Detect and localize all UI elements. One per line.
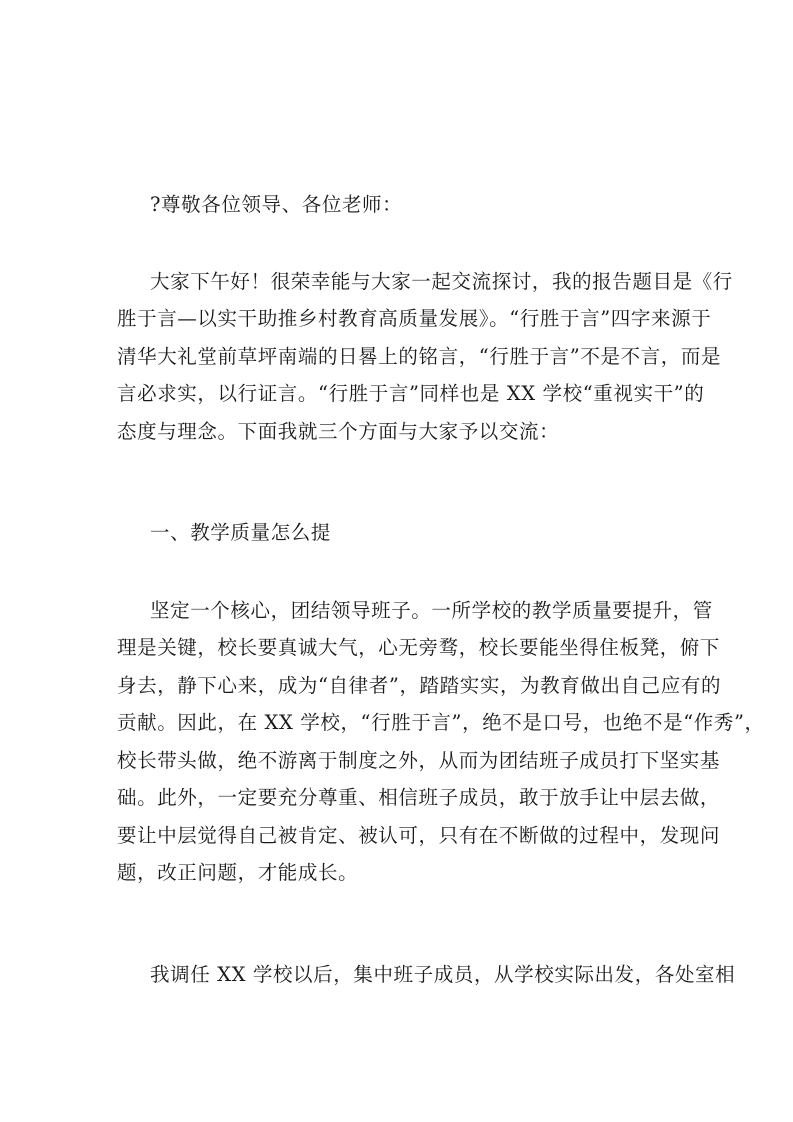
paragraph-line: 题，改正问题，才能成长。 xyxy=(117,861,359,884)
section-heading: 一、教学质量怎么提 xyxy=(150,521,331,544)
salutation: ?尊敬各位领导、各位老师： xyxy=(150,193,403,216)
paragraph-line: 言必求实，以行证言。“行胜于言”同样也是 XX 学校“重视实干”的 xyxy=(117,382,705,405)
paragraph-line: 大家下午好！很荣幸能与大家一起交流探讨，我的报告题目是《行 xyxy=(150,270,733,293)
paragraph-line: 校长带头做，绝不游离于制度之外，从而为团结班子成员打下坚实基 xyxy=(117,749,721,772)
paragraph-line: 态度与理念。下面我就三个方面与大家予以交流： xyxy=(117,420,560,443)
paragraph-line: 清华大礼堂前草坪南端的日晷上的铭言，“行胜于言”不是不言，而是 xyxy=(117,345,722,368)
paragraph-line: 贡献。因此，在 XX 学校，“行胜于言”，绝不是口号，也绝不是“作秀”， xyxy=(117,711,765,734)
paragraph-line: 身去，静下心来，成为“自律者”，踏踏实实，为教育做出自己应有的 xyxy=(117,674,722,697)
paragraph-line: 坚定一个核心，团结领导班子。一所学校的教学质量要提升，管 xyxy=(150,599,713,622)
paragraph-line: 要让中层觉得自己被肯定、被认可，只有在不断做的过程中，发现问 xyxy=(117,824,721,847)
paragraph-line: 胜于言—以实干助推乡村教育高质量发展》。“行胜于言”四字来源于 xyxy=(117,307,712,330)
paragraph-line: 理是关键，校长要真诚大气，心无旁骛，校长要能坐得住板凳，俯下 xyxy=(117,636,721,659)
paragraph-line: 我调任 XX 学校以后，集中班子成员，从学校实际出发，各处室相 xyxy=(150,963,736,986)
paragraph-line: 础。此外，一定要充分尊重、相信班子成员，敢于放手让中层去做， xyxy=(117,786,721,809)
